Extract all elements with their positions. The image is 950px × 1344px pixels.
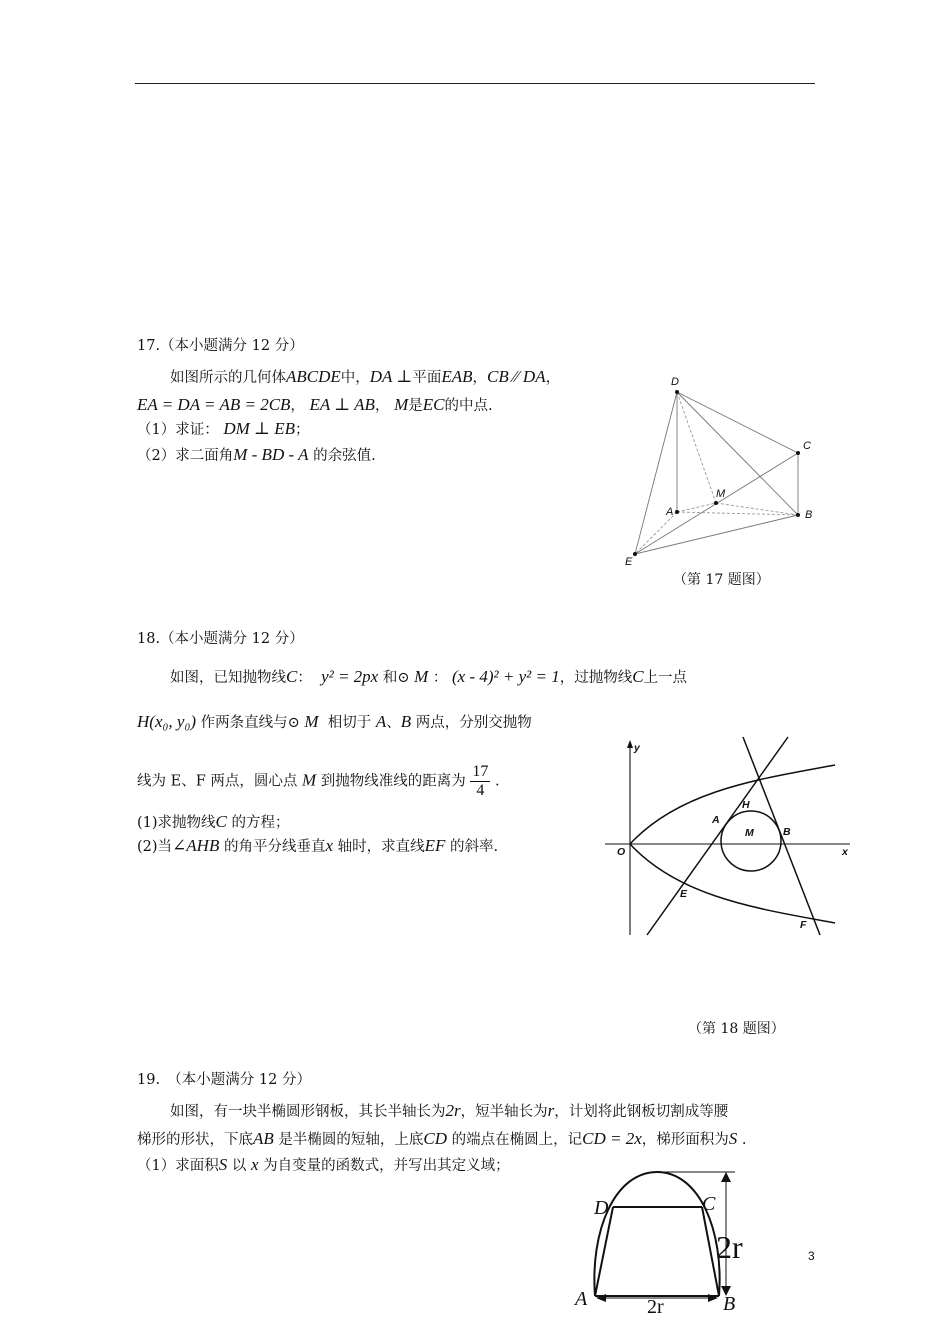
- q19-part1: （1）求面积S 以 x 为自变量的函数式，并写出其定义域；: [137, 1155, 510, 1174]
- point-c: [796, 451, 800, 455]
- q18-header: 18.（本小题满分 12 分）: [137, 631, 304, 647]
- q18-line2: H(x₀, y₀) 作两条直线与⊙ M 相切于 A、B 两点，分别交抛物: [137, 712, 532, 731]
- q17-part1: （1）求证： DM ⊥ EB；: [137, 419, 310, 438]
- header-rule: [135, 83, 815, 84]
- label-h: H: [742, 799, 750, 811]
- edge-ae: [635, 512, 677, 554]
- label-x: x: [842, 846, 848, 858]
- label-a: A: [712, 814, 720, 826]
- q18-line1: 如图，已知抛物线C： y² = 2px 和⊙ M ： (x - 4)² + y² = 1，过抛物线C上一点: [170, 667, 688, 686]
- q18-part2: (2)当∠AHB 的角平分线垂直x 轴时，求直线EF 的斜率.: [137, 836, 499, 855]
- label-b: B: [723, 1293, 736, 1315]
- edge-dc: [677, 392, 798, 453]
- page-number: 3: [808, 1249, 815, 1263]
- label-m: M: [745, 827, 754, 839]
- label-b: B: [783, 826, 791, 838]
- label-c: C: [702, 1193, 716, 1215]
- label-a: A: [575, 1288, 588, 1310]
- q17-caption: （第 17 题图）: [673, 572, 770, 588]
- fraction-17-4: $\frac{17}{4}$: [472, 763, 489, 799]
- label-e: E: [680, 888, 688, 900]
- q19-line1: 如图，有一块半椭圆形钢板，其长半轴长为2r，短半轴长为r，计划将此钢板切割成等腰: [170, 1101, 729, 1120]
- q17-figure: [615, 372, 840, 572]
- half-ellipse: [594, 1172, 719, 1296]
- edge-db: [677, 392, 798, 515]
- q18-caption: （第 18 题图）: [688, 1021, 785, 1037]
- label-b: B: [805, 509, 813, 521]
- q17-line1: 如图所示的几何体ABCDE中，DA ⊥平面EAB，CB ∕∕ DA，: [170, 367, 561, 386]
- point-d: [675, 390, 679, 394]
- tangent-line-hb: [743, 737, 820, 935]
- q18-part1: (1)求抛物线C 的方程；: [137, 812, 290, 831]
- label-e: E: [625, 556, 633, 568]
- label-width: 2r: [647, 1296, 664, 1318]
- label-a: A: [666, 506, 674, 518]
- q19-line2: 梯形的形状，下底AB 是半椭圆的短轴，上底CD 的端点在椭圆上，记CD = 2x，梯形面积为S .: [137, 1129, 747, 1148]
- q17-header: 17.（本小题满分 12 分）: [137, 338, 304, 354]
- tangent-line-ha: [647, 737, 788, 935]
- arrow-up: [721, 1172, 731, 1182]
- edge-de: [635, 392, 677, 554]
- label-m: M: [716, 488, 726, 500]
- q19-figure: [570, 1160, 760, 1338]
- label-y: y: [634, 742, 640, 754]
- label-d: D: [671, 376, 679, 388]
- q18-line3: 线为 E、F 两点，圆心点 M 到抛物线准线的距离为 $\frac{17}{4}$ .: [137, 763, 500, 799]
- q19-header: 19. （本小题满分 12 分）: [137, 1072, 311, 1088]
- circle-m: [721, 811, 781, 871]
- edge-eb: [635, 515, 798, 554]
- q17-part2: （2）求二面角M - BD - A 的余弦值.: [137, 445, 376, 464]
- point-b: [796, 513, 800, 517]
- label-o: O: [617, 846, 626, 858]
- point-m: [714, 501, 718, 505]
- label-height: 2r: [716, 1229, 743, 1265]
- y-arrow: [627, 740, 633, 748]
- point-a: [675, 510, 679, 514]
- q18-figure: [600, 738, 860, 938]
- edge-ab: [677, 512, 798, 515]
- q17-line2: EA = DA = AB = 2CB， EA ⊥ AB， M是EC的中点.: [137, 395, 493, 414]
- point-e: [633, 552, 637, 556]
- label-f: F: [800, 919, 807, 931]
- label-d: D: [594, 1197, 609, 1219]
- label-c: C: [803, 440, 811, 452]
